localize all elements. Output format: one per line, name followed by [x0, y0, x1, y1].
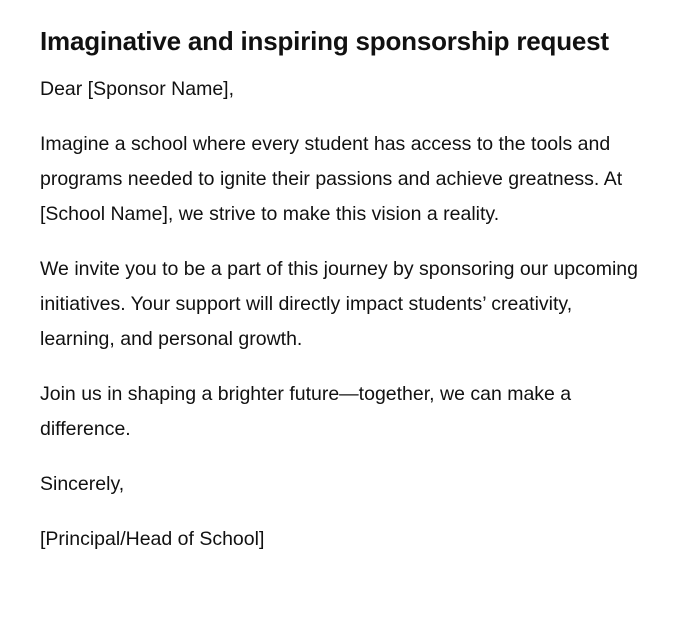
closing-line: Sincerely, — [40, 473, 125, 495]
letter-document — [40, 24, 640, 577]
body-paragraph-1: Imagine a school where every student has access to the tools and programs needed to ignite their passions and achieve greatness. At [School Name], we strive to make this vision a reality. — [40, 133, 623, 225]
body-paragraph-2: We invite you to be a part of this journey by sponsoring our upcoming initiatives. Your support will directly impact students’ creativity, learning, and personal growth. — [40, 258, 638, 350]
greeting-line: Dear [Sponsor Name], — [40, 78, 235, 100]
body-paragraph-3: Join us in shaping a brighter future—together, we can make a difference. — [40, 383, 572, 440]
document-title: Imaginative and inspiring sponsorship request — [40, 26, 609, 56]
signature-line: [Principal/Head of School] — [40, 528, 265, 550]
